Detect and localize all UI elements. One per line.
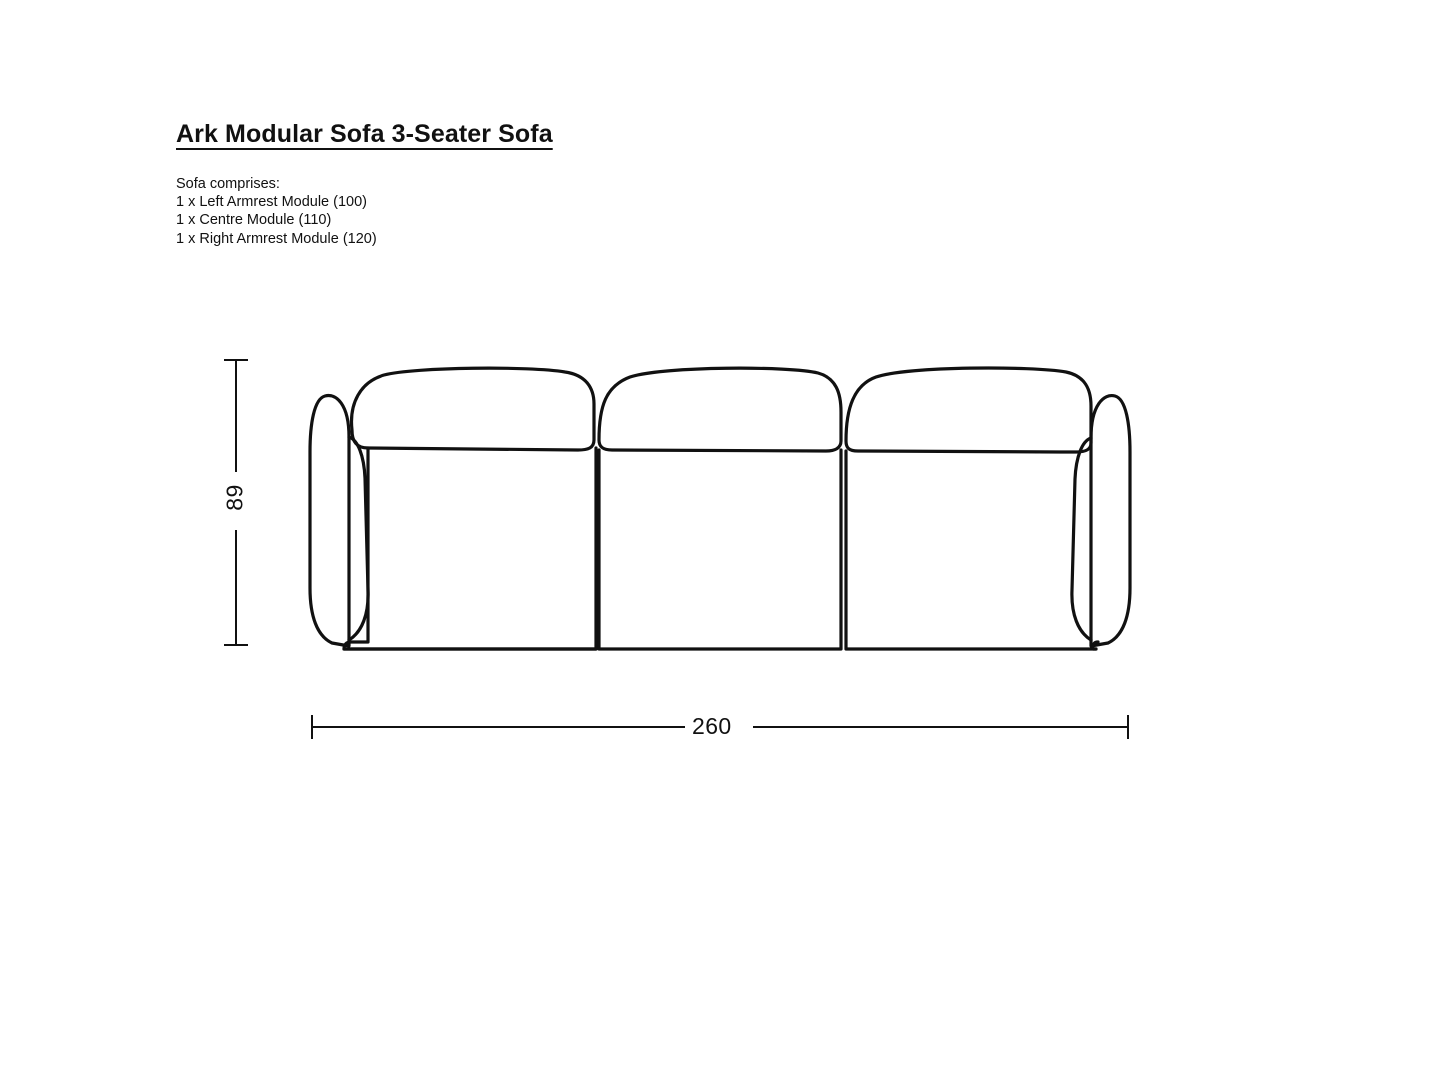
sofa-outline-group xyxy=(310,368,1130,649)
right-back-cushion-outline xyxy=(846,368,1091,452)
list-item: 1 x Centre Module (110) xyxy=(176,212,332,229)
list-item: 1 x Right Armrest Module (120) xyxy=(176,230,377,247)
centre-seat-module-outline xyxy=(599,450,841,649)
left-armrest-outline xyxy=(310,396,349,646)
spec-heading: Sofa comprises: xyxy=(176,176,280,192)
left-armrest-inner-crease xyxy=(349,437,368,640)
right-seat-module-outline xyxy=(846,451,1096,649)
centre-back-cushion-outline xyxy=(599,368,841,451)
left-back-cushion-outline xyxy=(352,368,594,450)
right-armrest-inner-crease xyxy=(1072,438,1091,640)
left-seat-module-outline xyxy=(344,448,596,649)
width-dimension-label: 260 xyxy=(692,713,732,739)
right-armrest-outline xyxy=(1091,396,1130,646)
list-item: 1 x Left Armrest Module (100) xyxy=(176,194,367,211)
page-title: Ark Modular Sofa 3-Seater Sofa xyxy=(176,120,553,148)
height-dimension-label: 89 xyxy=(221,484,248,511)
